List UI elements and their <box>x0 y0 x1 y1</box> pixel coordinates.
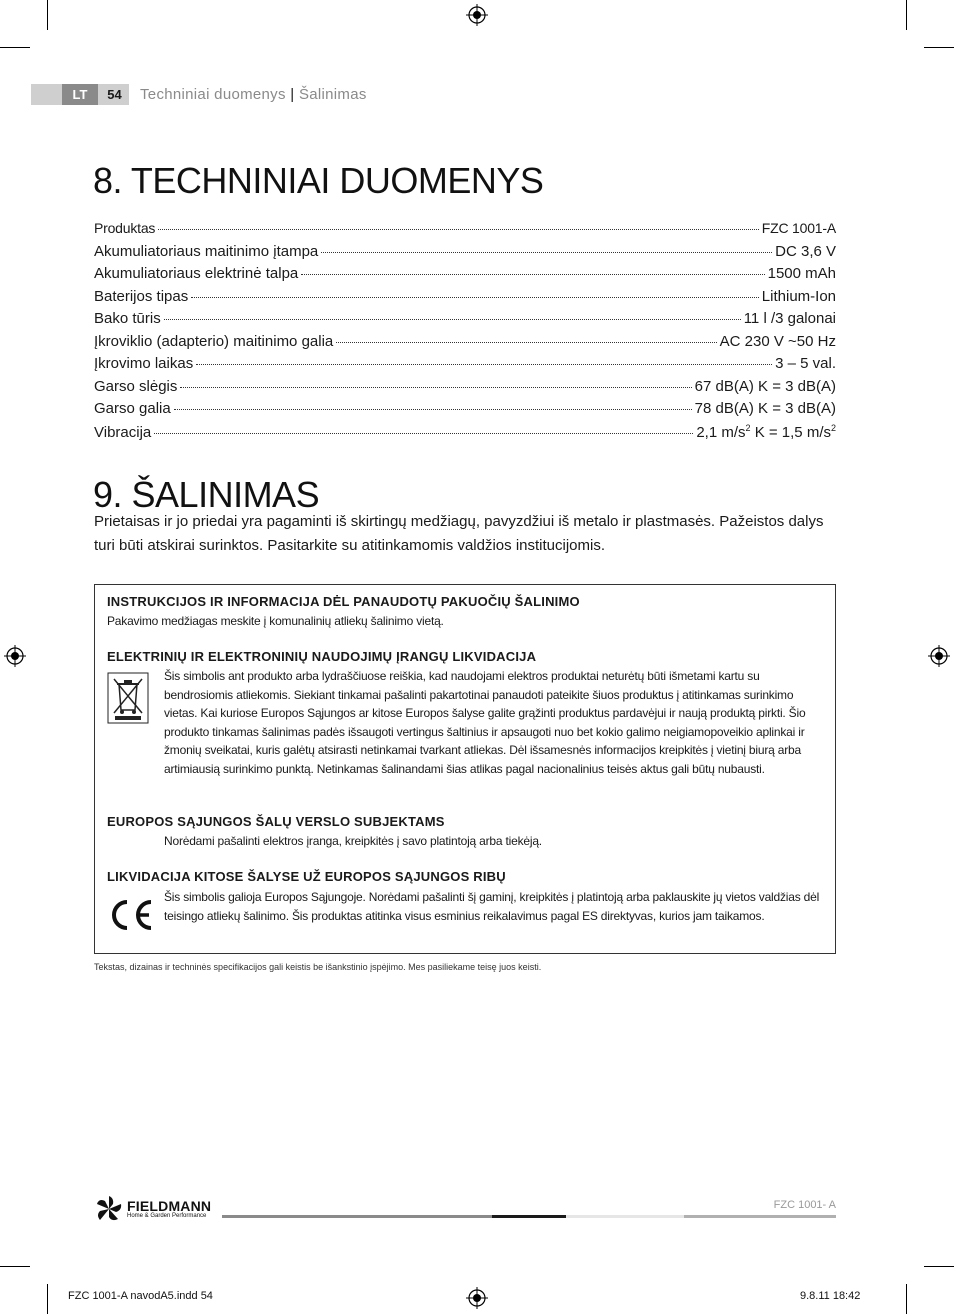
leader-dots <box>164 319 741 320</box>
leader-dots <box>154 433 693 434</box>
section-8-heading: 8. TECHNINIAI DUOMENYS <box>93 160 544 201</box>
box-text-weee: Šis simbolis ant produkto arba lydraščiuose reiškia, kad naudojami elektros produktai neturėtų būti išmetami kartu su bendrosiomis atliekomis. Siekiant tinkamai pašalinti pakartotinai panaudoti pateikite šiuos produktus į atitinkamas surinkimo vietas. Kai kuriose Europos Sąjungos ar kitose Europos šalyse galite grąžinti produktus pardavėjui ir naują produktą pirkti. Šio produkto tinkamas šalinimas padės išsaugoti vertingus šaltinius ir apsaugoti nuo bet kokio galimo neigiamopoveikio aplinkai ir žmonių sveikatai, kuris galėtų atsirasti netinkamai tvarkant atliekas. Dėl išsamesnės informacijos kreipkitės į vietinį biurą arba artimiausią surinkimo punktą. Netinkamas šalinandami šias atlikas pagal nacionalinius teisės aktus gali būtų nubausti. <box>164 669 806 776</box>
leader-dots <box>336 342 716 343</box>
crop-mark <box>906 0 907 30</box>
spec-row-charger-power <box>94 333 836 355</box>
spec-value: DC 3,6 V <box>775 243 836 260</box>
box-heading-weee: ELEKTRINIŲ IR ELEKTRONINIŲ NAUDOJIMŲ ĮRANGŲ LIKVIDACIJA <box>107 649 537 664</box>
spec-value <box>696 423 836 441</box>
spec-row-charging-time <box>94 355 836 377</box>
footer-rule <box>684 1215 836 1218</box>
crop-mark <box>924 1266 954 1267</box>
ce-mark-icon <box>107 898 155 932</box>
spec-label: Įkrovimo laikas <box>94 355 194 372</box>
spec-label: Produktas <box>94 220 156 236</box>
spec-value: 78 dB(A) K = 3 dB(A) <box>694 400 836 417</box>
spec-value: 67 dB(A) K = 3 dB(A) <box>694 378 836 395</box>
spec-value: 3 – 5 val. <box>775 355 836 372</box>
leader-dots <box>174 409 692 410</box>
spec-row-capacity <box>94 265 836 287</box>
footer-rule <box>566 1215 684 1218</box>
spec-row-tank-volume <box>94 310 836 332</box>
spec-value: 1500 mAh <box>767 265 836 282</box>
footer-model: FZC 1001- A <box>773 1199 836 1211</box>
language-code: LT <box>62 84 98 105</box>
crop-mark <box>47 1284 48 1314</box>
print-slug-file: FZC 1001-A navodA5.indd 54 <box>68 1290 213 1302</box>
spec-value: Lithium-Ion <box>761 288 836 305</box>
fieldmann-logo-icon <box>94 1194 124 1224</box>
spec-value: 11 l /3 galonai <box>743 310 836 327</box>
leader-dots <box>191 297 759 298</box>
footer-rule <box>492 1215 566 1218</box>
registration-mark-icon <box>466 1287 488 1309</box>
crop-mark <box>924 47 954 48</box>
crop-mark <box>47 0 48 30</box>
brand-tagline: Home & Garden Performance <box>127 1213 207 1219</box>
box-heading-eu-business: EUROPOS SĄJUNGOS ŠALŲ VERSLO SUBJEKTAMS <box>107 814 445 829</box>
weee-crossed-bin-icon <box>107 672 149 724</box>
leader-dots <box>158 229 759 230</box>
box-text-non-eu: Šis simbolis galioja Europos Sąjungoje. Norėdami pašalinti šį gaminį, kreipkitės į platintoją arba paklauskite jų vietos valdžias dėl teisingo atliekų šalinimo. Šis produktas atitinka visus esminius reikalavimus pagal ES direktyvas, kurios jam taikamos. <box>164 890 820 923</box>
leader-dots <box>180 387 691 388</box>
page-number: 54 <box>107 87 122 102</box>
leader-dots <box>301 274 764 275</box>
vibration-k-value: K = 1,5 m/s <box>750 424 831 441</box>
brand-name: FIELDMANN <box>127 1198 212 1214</box>
spec-row-sound-pressure <box>94 378 836 400</box>
vibration-value: 2,1 m/s <box>696 424 746 441</box>
running-title-separator: | <box>290 86 295 103</box>
running-title-b: Šalinimas <box>298 86 367 103</box>
crop-mark <box>0 1266 30 1267</box>
spec-row-battery-type <box>94 288 836 310</box>
spec-label: Įkroviklio (adapterio) maitinimo galia <box>94 333 334 350</box>
disposal-paragraph: Prietaisas ir jo priedai yra pagaminti iš skirtingų medžiagų, pavyzdžiui iš metalo ir plastmasės. Pažeistos dalys turi būti atskirai surinktos. Pasitarkite su atitinkamomis valdžios institucijomis. <box>94 513 824 554</box>
box-text-packaging: Pakavimo medžiagas meskite į komunalinių atliekų šalinimo vietą. <box>107 614 444 628</box>
spec-label: Vibracija <box>94 424 152 441</box>
spec-label: Akumuliatoriaus maitinimo įtampa <box>94 243 319 260</box>
crop-mark <box>906 1284 907 1314</box>
spec-label: Garso slėgis <box>94 378 178 395</box>
box-heading-non-eu: LIKVIDACIJA KITOSE ŠALYSE UŽ EUROPOS SĄJUNGOS RIBŲ <box>107 869 506 884</box>
superscript: 2 <box>745 423 751 433</box>
leader-dots <box>196 364 772 365</box>
spec-label: Garso galia <box>94 400 171 417</box>
footer-rule <box>222 1215 492 1218</box>
running-title <box>140 86 367 103</box>
spec-row-voltage <box>94 243 836 265</box>
disclaimer-note: Tekstas, dizainas ir techninės specifikacijos gali keistis be išankstinio įspėjimo. Mes pasiliekame teisę juos keisti. <box>94 962 542 972</box>
registration-mark-icon <box>928 645 950 667</box>
registration-mark-icon <box>4 645 26 667</box>
spec-row-product <box>94 220 836 242</box>
spec-label: Baterijos tipas <box>94 288 189 305</box>
running-title-a: Techniniai duomenys <box>140 86 286 103</box>
superscript: 2 <box>830 423 836 433</box>
section-9-heading: 9. ŠALINIMAS <box>93 474 320 515</box>
leader-dots <box>321 252 772 253</box>
spec-value: FZC 1001-A <box>761 220 836 236</box>
box-text-eu-business: Norėdami pašalinti elektros įranga, kreipkitės į savo platintoją arba tiekėją. <box>164 834 542 848</box>
crop-mark <box>0 47 30 48</box>
box-heading-packaging: INSTRUKCIJOS IR INFORMACIJA DĖL PANAUDOTŲ PAKUOČIŲ ŠALINIMO <box>107 594 580 609</box>
spec-label: Akumuliatoriaus elektrinė talpa <box>94 265 299 282</box>
spec-value: AC 230 V ~50 Hz <box>719 333 836 350</box>
spec-row-vibration <box>94 423 836 445</box>
spec-label: Bako tūris <box>94 310 161 327</box>
print-slug-date: 9.8.11 18:42 <box>800 1290 861 1302</box>
spec-row-sound-power <box>94 400 836 422</box>
registration-mark-icon <box>466 4 488 26</box>
